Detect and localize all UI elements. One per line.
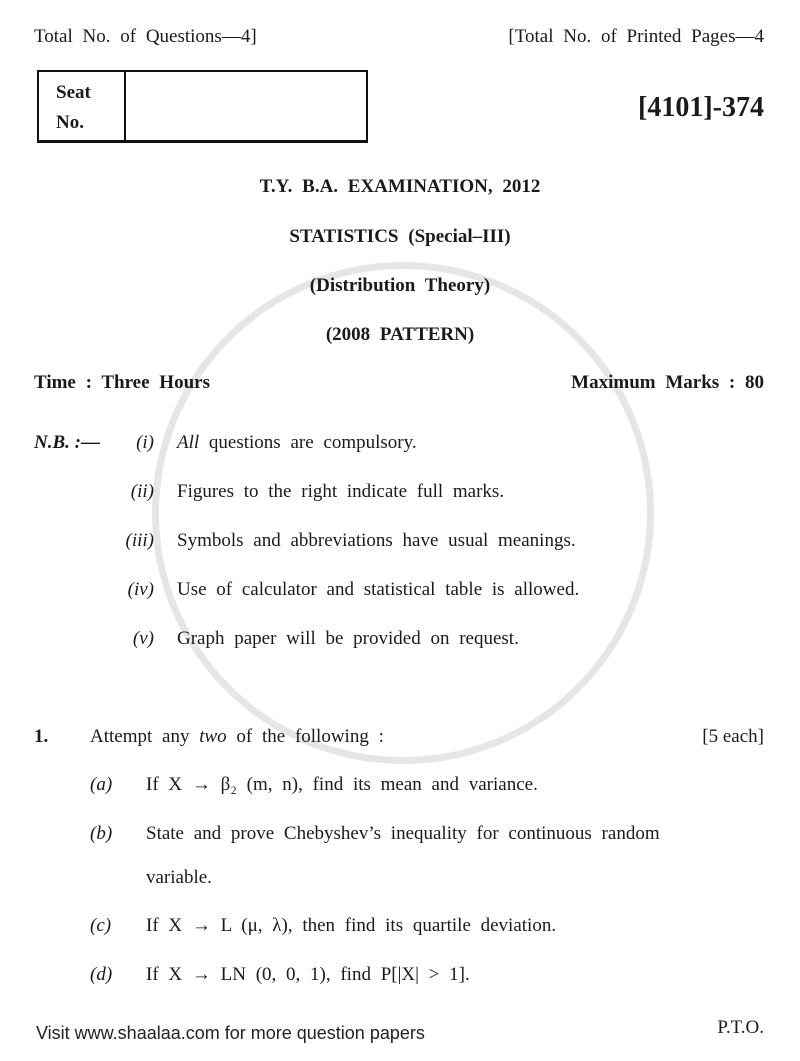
subject-title: STATISTICS (Special–III) [289,226,511,247]
pto-label: P.T.O. [717,1017,764,1038]
seat-divider [124,72,126,140]
nb-item: All questions are compulsory. [177,432,417,453]
question-number: 1. [34,726,49,747]
nb-label: N.B. :— [34,432,100,453]
part-text: If X → LN (0, 0, 1), find P[|X| > 1]. [146,964,470,985]
paper-title: (Distribution Theory) [309,275,491,296]
nb-item: Graph paper will be provided on request. [177,628,519,649]
max-marks: Maximum Marks : 80 [571,372,764,393]
pattern-title: (2008 PATTERN) [325,324,475,345]
part-label: (d) [90,964,113,985]
exam-title: T.Y. B.A. EXAMINATION, 2012 [259,176,541,197]
nb-num: (i) [136,432,154,453]
total-questions: Total No. of Questions—4] [34,26,257,47]
seat-label: Seat No. [56,82,91,133]
part-label: (c) [90,915,112,936]
part-label: (a) [90,774,113,795]
nb-num: (ii) [130,481,154,502]
part-text-continued: variable. [146,867,212,888]
nb-num: (iii) [125,530,154,551]
part-text: If X → β₂ (m, n), find its mean and variance. [146,774,538,795]
nb-item: Figures to the right indicate full marks. [177,481,505,502]
time-label: Time : Three Hours [34,372,210,393]
question-instruction: Attempt any two of the following : [90,726,384,747]
part-label: (b) [90,823,113,844]
seat-number-box[interactable] [37,70,368,143]
paper-code: [4101]-374 [638,92,764,123]
nb-item: Symbols and abbreviations have usual meanings. [177,530,576,551]
footer-visit-link[interactable]: Visit www.shaalaa.com for more question papers [36,1023,425,1043]
nb-item: Use of calculator and statistical table is allowed. [177,579,580,600]
total-pages: [Total No. of Printed Pages—4 [508,26,764,47]
nb-num: (v) [132,628,154,649]
part-text: If X → L (μ, λ), then find its quartile deviation. [146,915,557,936]
nb-num: (iv) [127,579,154,600]
part-text: State and prove Chebyshev’s inequality for continuous random [146,823,660,844]
question-marks: [5 each] [702,726,764,747]
